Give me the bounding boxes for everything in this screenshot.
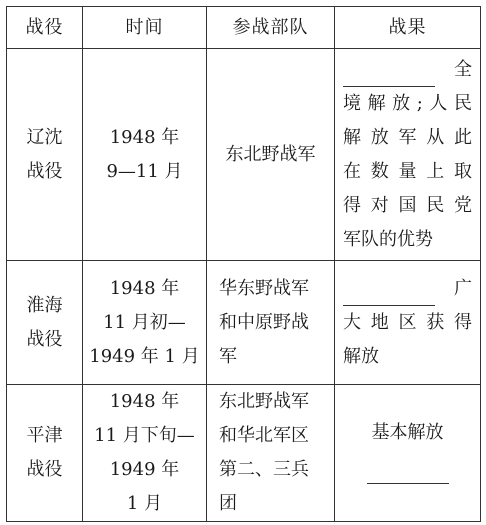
time-line: 1 月: [126, 493, 163, 514]
troops-line: 和华北军区: [219, 425, 309, 446]
time-line: 1949 年: [109, 459, 180, 480]
time-cell: [83, 49, 207, 261]
result-line: 大地区获得: [343, 311, 472, 333]
result-text: 广: [435, 277, 472, 299]
troops-cell: [207, 49, 335, 261]
time-line: 11 月下旬—: [94, 425, 195, 446]
troops-line: 东北野战军: [225, 143, 316, 165]
answer-blank: [343, 281, 435, 306]
troops-line: 华东野战军: [219, 277, 309, 299]
result-line: 基本解放: [371, 422, 444, 443]
time-line: 11 月初—: [103, 311, 186, 333]
answer-blank: [343, 62, 435, 87]
time-cell: [83, 261, 207, 385]
battle-name-line: 辽沈: [26, 126, 63, 148]
battle-name-line: 淮海: [26, 294, 63, 316]
battle-name-line: 战役: [26, 160, 63, 182]
time-line: 1948 年: [109, 391, 180, 412]
time-line: 1948 年: [109, 277, 180, 299]
battle-name-line: 平津: [26, 425, 63, 446]
troops-line: 军: [219, 345, 237, 367]
result-first-line: [343, 53, 472, 87]
result-blank-line: [343, 450, 472, 490]
troops-line: 团: [219, 493, 237, 514]
table-row: [7, 49, 481, 261]
header-row: [7, 7, 481, 49]
header-troops: 参战部队: [207, 7, 335, 49]
result-cell: [335, 261, 481, 385]
battle-name-cell: [7, 261, 83, 385]
result-text: 全: [435, 58, 472, 80]
header-battle: 战役: [7, 7, 83, 49]
result-cell: [335, 385, 481, 522]
result-line: 军队的优势: [343, 228, 433, 250]
time-cell: [83, 385, 207, 522]
answer-blank: [367, 459, 449, 484]
result-cell: [335, 49, 481, 261]
troops-cell: [207, 261, 335, 385]
result-first-line: [343, 272, 472, 306]
battle-name-cell: [7, 49, 83, 261]
table-row: [7, 385, 481, 522]
time-line: 1949 年 1 月: [89, 345, 200, 367]
time-line: 9—11 月: [106, 160, 183, 182]
result-line: 境解放;人民: [343, 92, 472, 114]
table-row: [7, 261, 481, 385]
header-result: 战果: [335, 7, 481, 49]
result-line: 在数量上取: [343, 160, 472, 182]
header-time: 时间: [83, 7, 207, 49]
result-line: 解放: [343, 345, 379, 367]
troops-line: 第二、三兵: [219, 459, 309, 480]
battles-table: [6, 6, 481, 522]
result-line: 得对国民党: [343, 194, 472, 216]
time-line: 1948 年: [109, 126, 180, 148]
battle-name-line: 战役: [26, 328, 63, 350]
troops-line: 和中原野战: [219, 311, 309, 333]
troops-line: 东北野战军: [219, 391, 309, 412]
troops-cell: [207, 385, 335, 522]
battle-name-line: 战役: [26, 459, 63, 480]
battle-name-cell: [7, 385, 83, 522]
result-line: 解放军从此: [343, 126, 472, 148]
